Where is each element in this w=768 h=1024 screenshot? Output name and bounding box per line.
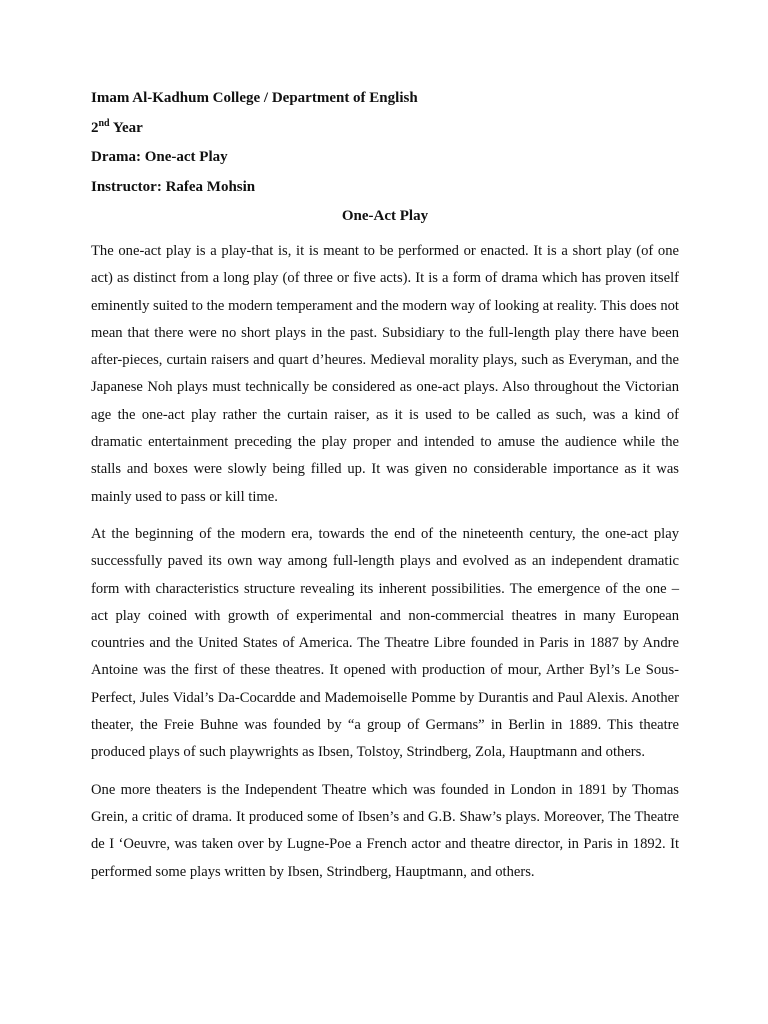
year-line	[91, 118, 679, 138]
college-department-line: Imam Al-Kadhum College / Department of English	[91, 90, 418, 106]
instructor-line: Instructor: Rafea Mohsin	[91, 178, 256, 195]
paragraph-intro: The one-act play is a play-that is, it is meant to be performed or enacted. It is a short play (of one act) as distinct from a long play (of three or five acts). It is a form of drama which has proven itself eminently suited to the modern temperament and the modern way of looking at reality. This does not mean that there were no short plays in the past. Subsidiary to the full-length play there have been after-pieces, curtain raisers and quart d’heures. Medieval morality plays, such as Everyman, and the Japanese Noh plays must technically be considered as one-act plays. Also throughout the Victorian age the one-act play rather the curtain raiser, as it is used to be called as such, was a kind of dramatic entertainment preceding the play proper and intended to amuse the audience while the stalls and boxes were slowly being filled up. It was given no considerable importance as it was mainly used to pass or kill time.	[91, 243, 679, 505]
document-title: One-Act Play	[341, 208, 429, 224]
year-suffix: nd	[98, 117, 110, 129]
paragraph-modern-era: At the beginning of the modern era, towards the end of the nineteenth century, the one-act play successfully paved its own way among full-length plays and evolved as an independent dramatic form with characteristics structure revealing its inherent possibilities. The emergence of the one – act play coined with growth of experimental and non-commercial theatres in many European countries and the United States of America. The Theatre Libre founded in Paris in 1887 by Andre Antoine was the first of these theatres. It opened with production of mour, Arther Byl’s Le Sous-Perfect, Jules Vidal’s Da-Cocardde and Mademoiselle Pomme by Durantis and Paul Alexis. Another theater, the Freie Buhne was founded by “a group of Germans” in Berlin in 1889. This theatre produced plays of such playwrights as Ibsen, Tolstoy, Strindberg, Zola, Hauptmann and others.	[91, 525, 679, 761]
paragraph-independent-theatre: One more theaters is the Independent Theatre which was founded in London in 1891 by Thomas Grein, a critic of drama. It produced some of Ibsen’s and G.B. Shaw’s plays. Moreover, The Theatre de I ‘Oeuvre, was taken over by Lugne-Poe a French actor and theatre director, in Paris in 1892. It performed some plays written by Ibsen, Strindberg, Hauptmann, and others.	[91, 781, 679, 880]
course-line: Drama: One-act Play	[91, 149, 228, 165]
document-body	[91, 88, 679, 896]
year-word: Year	[109, 119, 143, 136]
year-number: 2	[91, 119, 99, 136]
